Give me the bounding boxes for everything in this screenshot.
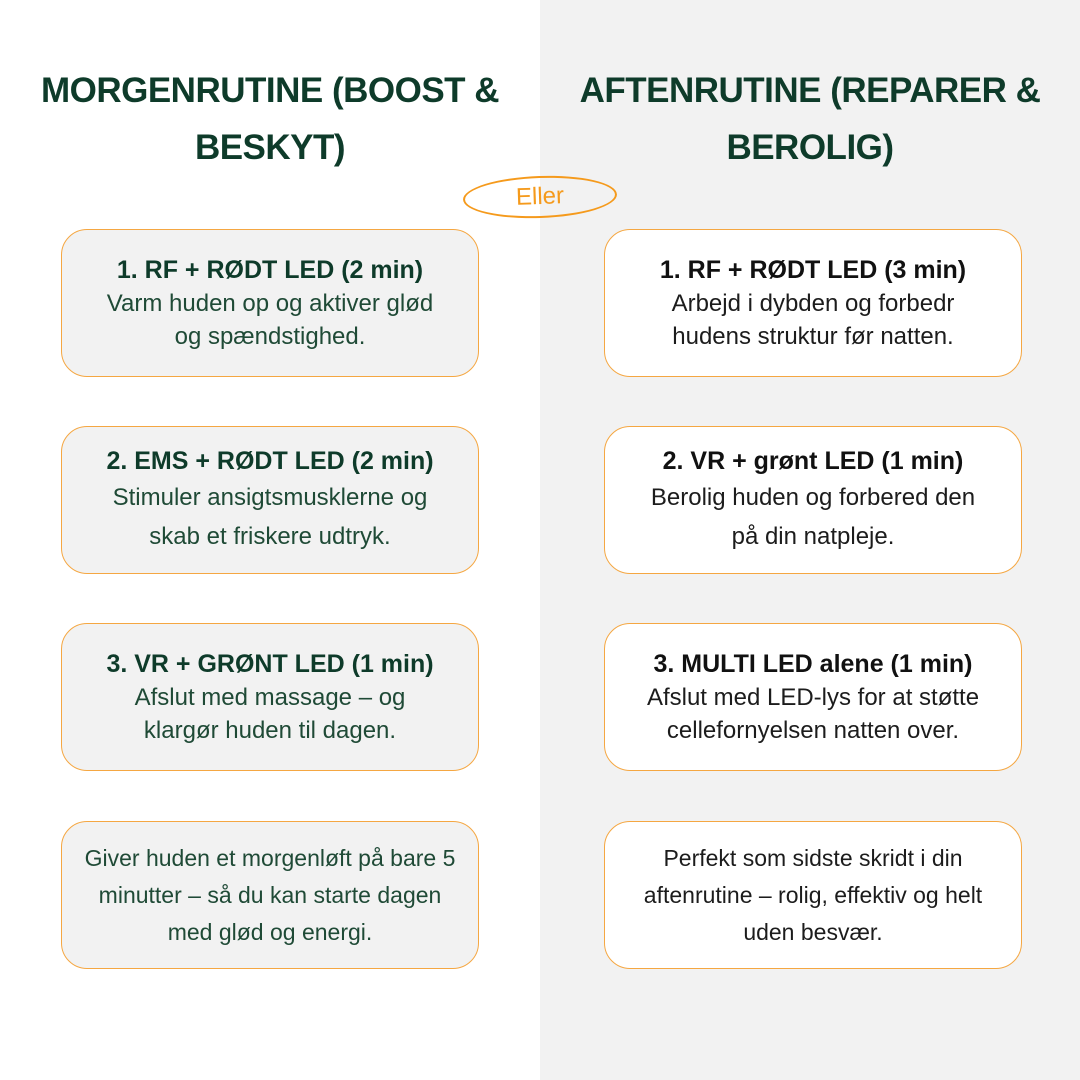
- evening-step-1-desc: Arbejd i dybden og forbedr hudens struktur før natten.: [671, 290, 955, 350]
- evening-step-2-title: 2. VR + grønt LED (1 min): [662, 447, 964, 475]
- evening-step-1-card: [604, 229, 1022, 377]
- morning-step-1-title: 1. RF + RØDT LED (2 min): [116, 256, 424, 284]
- morning-step-3-desc: Afslut med massage – og klargør huden til dagen.: [134, 684, 406, 744]
- eller-label: Eller: [515, 182, 565, 211]
- morning-heading: MORGENRUTINE (BOOST & BESKYT): [40, 71, 500, 167]
- evening-step-2-desc: Berolig huden og forbered den på din natpleje.: [650, 484, 976, 550]
- morning-summary-text: Giver huden et morgenløft på bare 5 minutter – så du kan starte dagen med glød og energi.: [84, 844, 456, 945]
- morning-step-2-card: [61, 426, 479, 574]
- evening-step-3-title: 3. MULTI LED alene (1 min): [653, 650, 973, 678]
- morning-step-2-title: 2. EMS + RØDT LED (2 min): [106, 447, 434, 475]
- morning-step-1-card: [61, 229, 479, 377]
- evening-panel: [540, 0, 1080, 1080]
- evening-summary-text: Perfekt som sidste skridt i din aftenrutine – rolig, effektiv og helt uden besvær.: [643, 844, 983, 945]
- evening-step-1-title: 1. RF + RØDT LED (3 min): [659, 256, 967, 284]
- morning-step-1-desc: Varm huden op og aktiver glød og spændstighed.: [106, 290, 434, 350]
- evening-summary-card: [604, 821, 1022, 969]
- evening-step-3-desc: Afslut med LED-lys for at støtte cellefornyelsen natten over.: [646, 684, 980, 744]
- evening-heading: AFTENRUTINE (REPARER & BEROLIG): [579, 71, 1041, 167]
- morning-step-3-card: [61, 623, 479, 771]
- morning-summary-card: [61, 821, 479, 969]
- morning-step-2-desc: Stimuler ansigtsmusklerne og skab et friskere udtryk.: [112, 484, 428, 550]
- morning-step-3-title: 3. VR + GRØNT LED (1 min): [106, 650, 434, 678]
- evening-step-3-card: [604, 623, 1022, 771]
- evening-step-2-card: [604, 426, 1022, 574]
